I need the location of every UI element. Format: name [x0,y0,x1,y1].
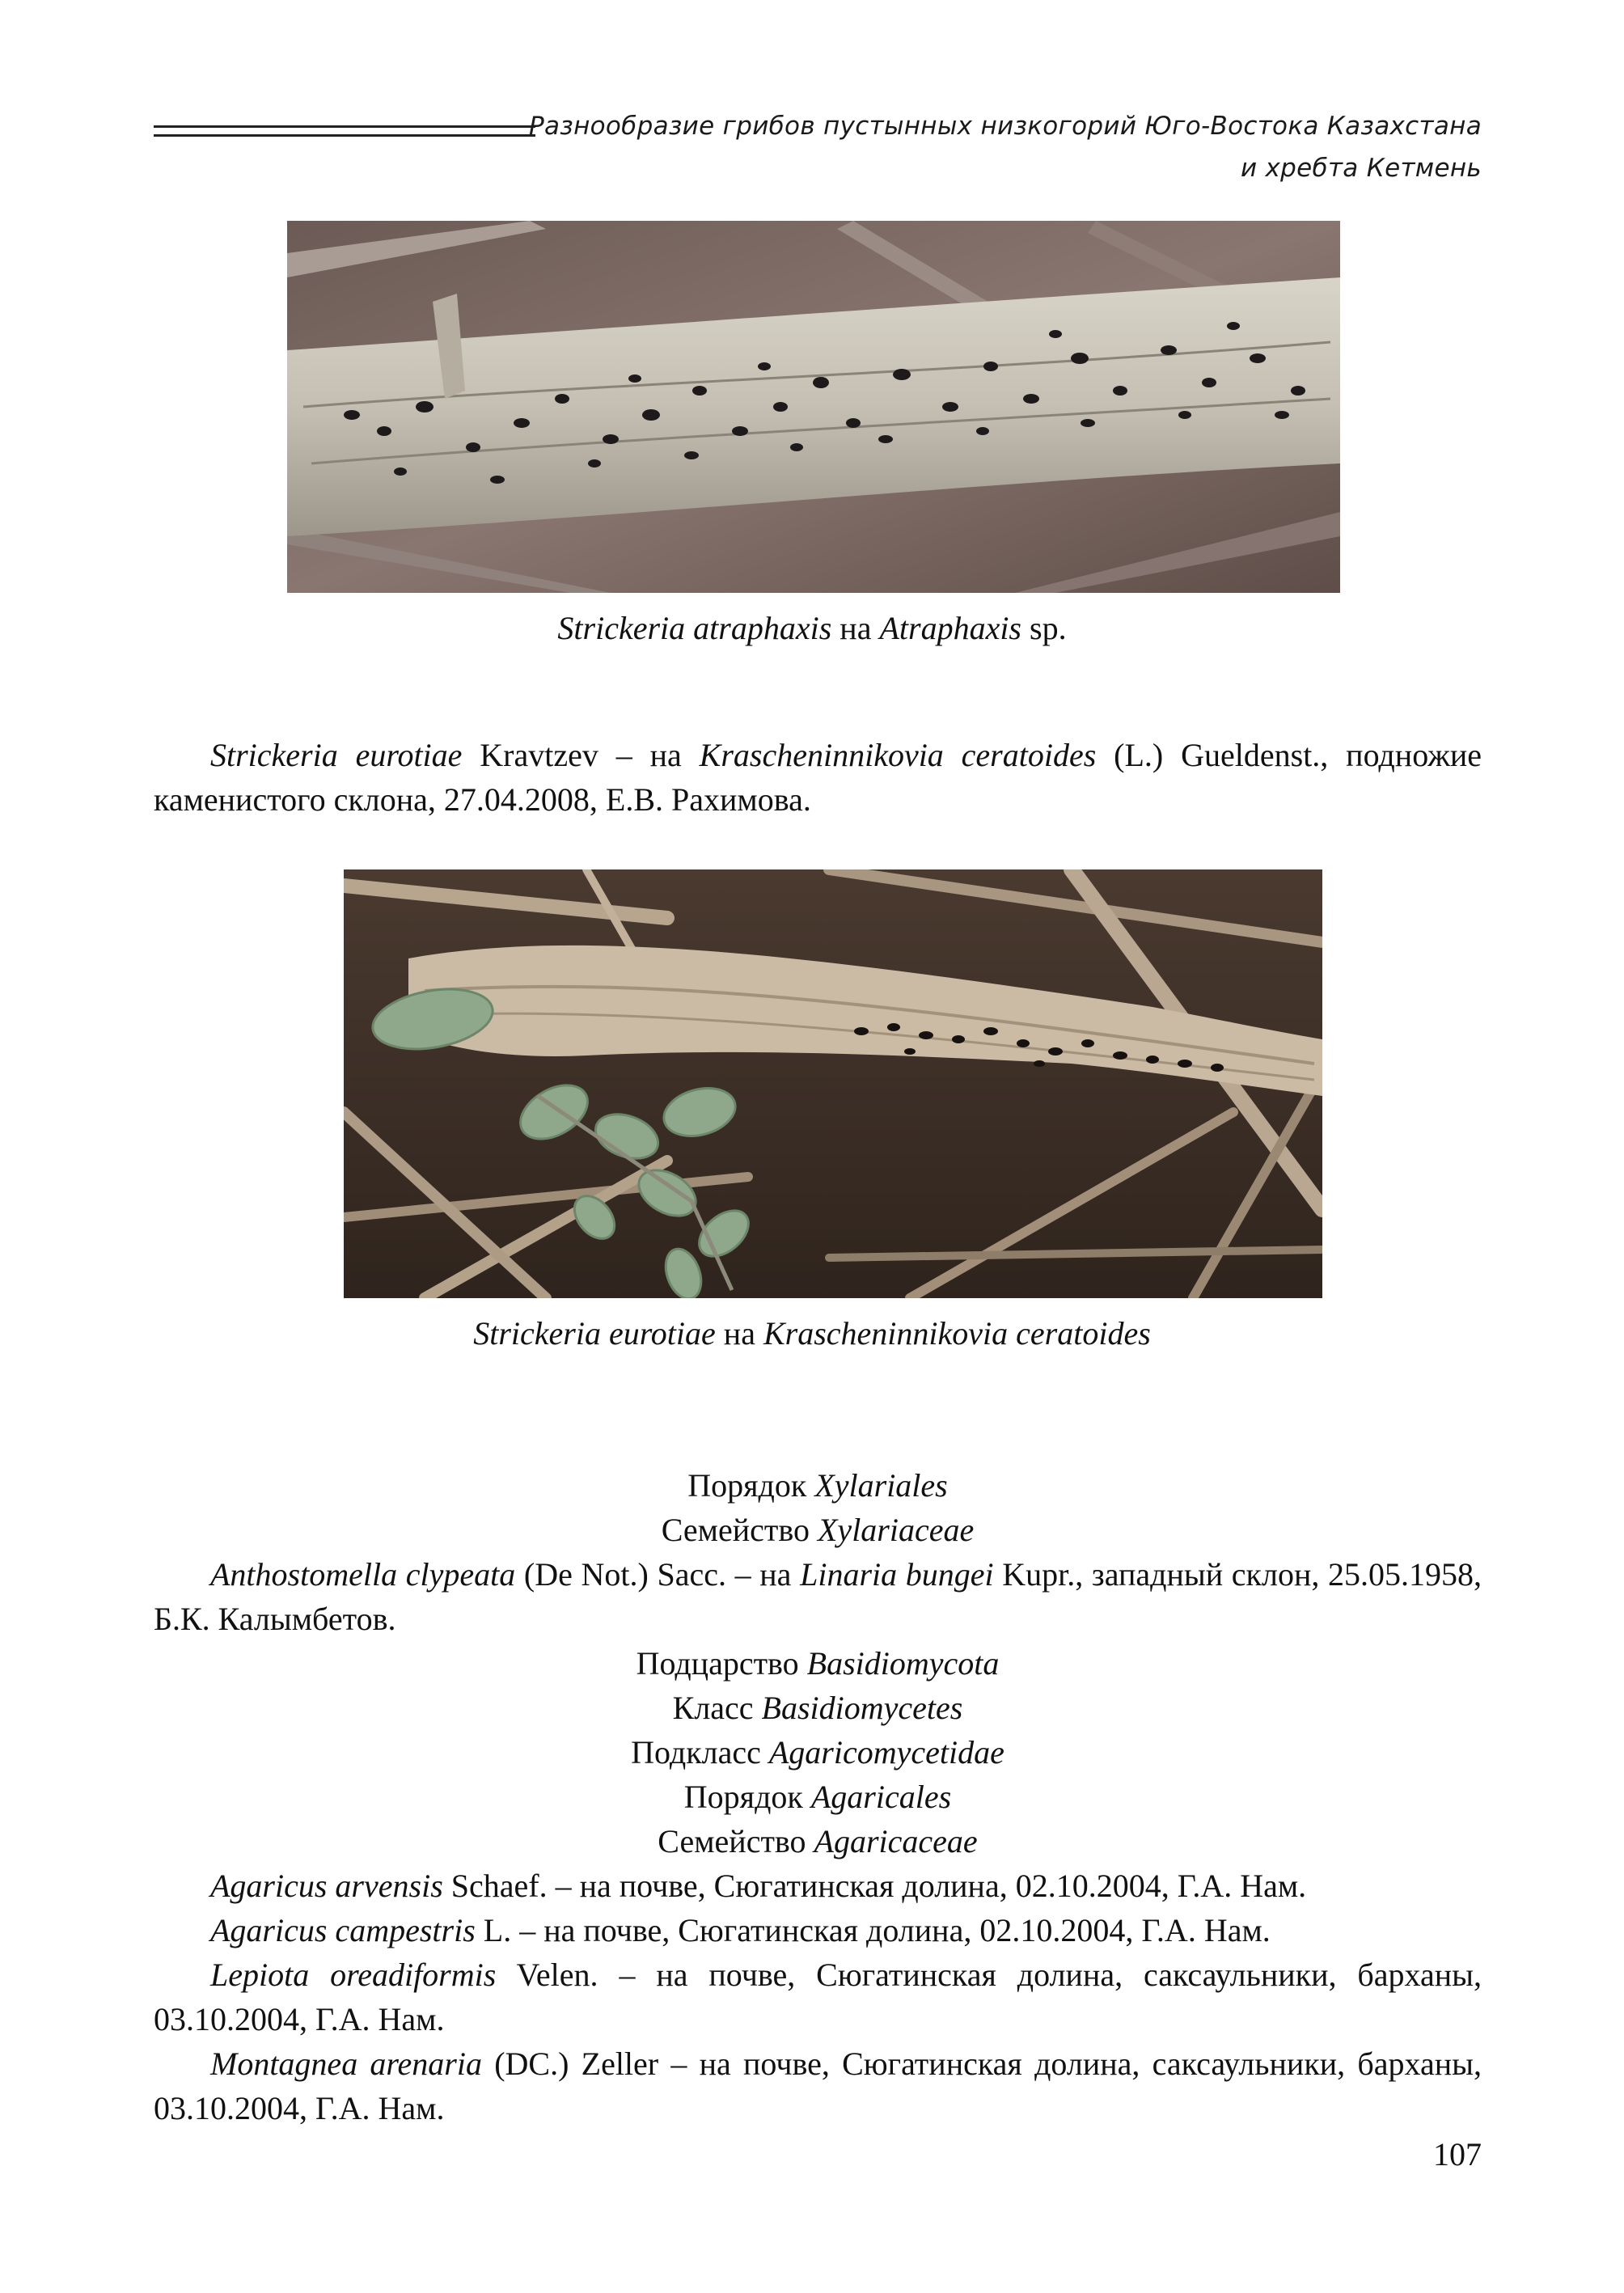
record-text: Velen. – на почве, Сюгатинская долина, саксаульники, барханы, 03.10.2004, Г.А. Нам. [154,1957,1482,2037]
caption-host: Atraphaxis [879,610,1021,646]
running-header-line-2: и хребта Кетмень [1240,154,1482,183]
taxon-rank: Подцарство [636,1645,807,1682]
caption-host: Krascheninnikovia ceratoides [763,1315,1151,1352]
record-strickeria-eurotiae [154,733,1482,822]
header-rule [154,134,535,137]
figure-2-caption [0,1314,1624,1352]
record-species: Strickeria eurotiae [210,737,463,773]
taxon-name: Xylariaceae [818,1512,975,1548]
caption-connector: на [831,610,880,646]
record-anthostomella [154,1552,1482,1641]
figure-1-caption [0,609,1624,647]
record-text: (L.) Gueldenst., подножие каменистого склона, 27.04.2008, Е.В. Рахимова. [154,737,1482,818]
taxon-family-heading [154,1819,1482,1864]
photo-strickeria-eurotiae [344,869,1322,1298]
taxon-name: Agaricales [810,1779,952,1815]
record-text: (De Not.) Sacc. – на [515,1556,801,1593]
record-text: (DC.) Zeller – на почве, Сюгатинская долина, саксаульники, барханы, 03.10.2004, Г.А. Нам. [154,2046,1482,2126]
taxon-rank: Семейство [661,1512,818,1548]
taxon-rank: Порядок [683,1779,811,1815]
taxon-name: Agaricaceae [814,1823,978,1859]
taxon-class-heading [154,1686,1482,1730]
record-entry [154,1864,1482,1908]
record-text: L. – на почве, Сюгатинская долина, 02.10.2004, Г.А. Нам. [475,1912,1271,1948]
record-entry [154,1908,1482,1952]
caption-species: Strickeria eurotiae [473,1315,716,1352]
taxon-rank: Класс [672,1690,762,1726]
taxon-rank: Порядок [687,1467,815,1504]
taxon-family-heading [154,1508,1482,1552]
taxon-name: Basidiomycetes [761,1690,963,1726]
caption-suffix: sp. [1021,610,1067,646]
record-species: Montagnea arenaria [210,2046,482,2082]
record-species: Lepiota oreadiformis [210,1957,497,1993]
record-species: Anthostomella clypeata [210,1556,516,1593]
header-rule [154,125,535,128]
record-species: Agaricus arvensis [210,1868,443,1904]
photo-strickeria-atraphaxis [287,221,1340,593]
record-entry [154,1952,1482,2041]
record-host: Krascheninnikovia ceratoides [699,737,1097,773]
record-text: Schaef. – на почве, Сюгатинская долина, 02.10.2004, Г.А. Нам. [442,1868,1307,1904]
record-text: Kupr., западный склон, 25.05.1958, Б.К. Калымбетов. [154,1556,1482,1637]
record-text: Kravtzev – на [462,737,700,773]
record-host: Linaria bungei [800,1556,994,1593]
taxon-subkingdom-heading [154,1641,1482,1686]
taxon-order-heading [154,1775,1482,1819]
taxon-subclass-heading [154,1730,1482,1775]
taxon-name: Agaricomycetidae [768,1734,1004,1771]
caption-connector: на [715,1315,763,1352]
taxonomy-section [154,1463,1482,2130]
taxon-order-heading [154,1463,1482,1508]
taxon-rank: Подкласс [631,1734,769,1771]
record-entry [154,2041,1482,2130]
page-number: 107 [1433,2136,1482,2172]
caption-species: Strickeria atraphaxis [557,610,832,646]
taxon-name: Xylariales [814,1467,948,1504]
running-header-line-1: Разнообразие грибов пустынных низкогорий Юго-Востока Казахстана [529,112,1482,141]
taxon-name: Basidiomycota [806,1645,1000,1682]
taxon-rank: Семейство [658,1823,814,1859]
record-species: Agaricus campestris [210,1912,476,1948]
